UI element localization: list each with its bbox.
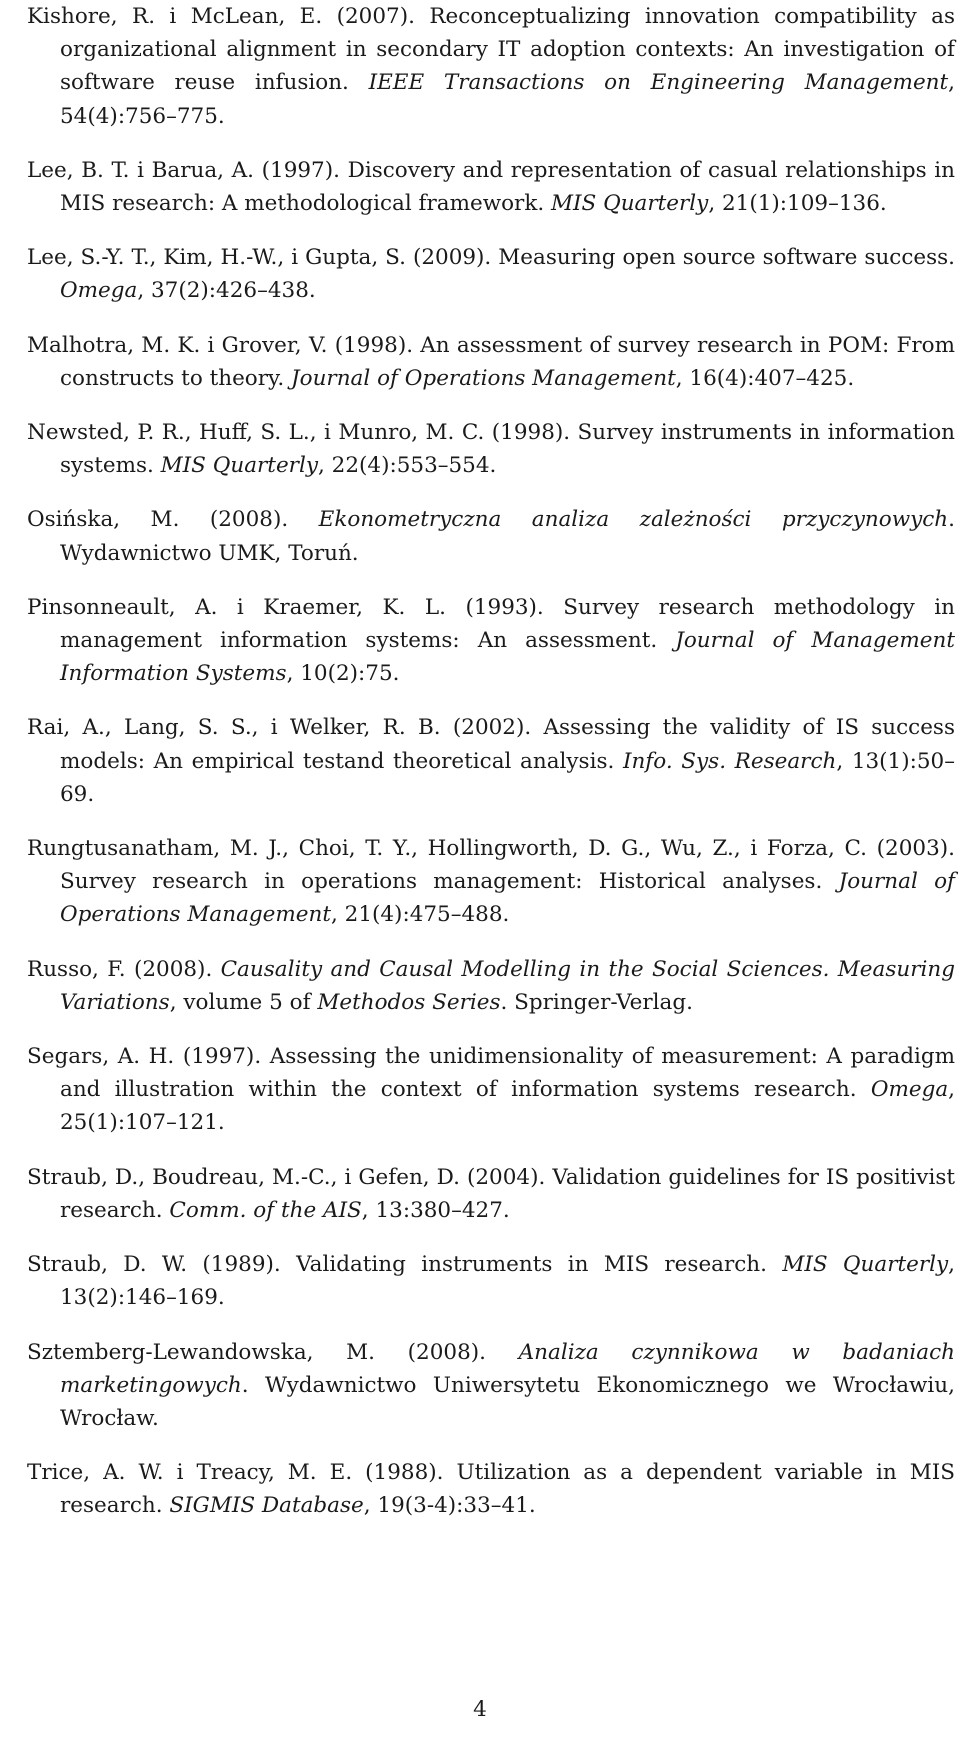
reference-text: , 22(4):553–554. [317,453,497,479]
reference-entry [27,154,955,220]
reference-text: , 19(3-4):33–41. [363,1493,536,1519]
reference-title-italic: MIS Quarterly [782,1252,949,1278]
reference-text: . Wydawnictwo Uniwersytetu Ekonomicznego we Wrocławiu, Wrocław. [60,1372,955,1431]
page-number: 4 [473,1697,487,1722]
reference-list [27,0,955,1544]
reference-entry [27,591,955,691]
reference-text: , volume 5 of [169,989,318,1015]
reference-title-italic: Analiza czynnikowa w badaniach marketingowych [60,1339,955,1398]
reference-text: . Wydawnictwo UMK, Toruń. [60,507,955,566]
reference-title-italic: SIGMIS Database [169,1493,364,1519]
reference-title-italic: Journal of Operations Management [60,869,955,928]
reference-text: Osińska, M. (2008). [27,507,319,533]
reference-title-italic: Comm. of the AIS [169,1197,362,1223]
reference-text: . Springer-Verlag. [500,989,693,1015]
reference-title-italic: Info. Sys. Research [622,748,837,774]
reference-title-italic: Journal of Management Information Systems [60,628,955,687]
reference-text: Pinsonneault, A. i Kraemer, K. L. (1993). Survey research methodology in management information systems: An assessment. [27,594,955,654]
reference-title-italic: Ekonometryczna analiza zależności przyczynowych [318,507,949,533]
reference-text: Straub, D. W. (1989). Validating instruments in MIS research. [27,1252,783,1278]
reference-title-italic: Methodos Series [317,989,501,1015]
reference-text: Russo, F. (2008). [27,956,221,982]
reference-title-italic: Journal of Operations Management [291,365,676,391]
reference-entry [27,1040,955,1140]
reference-text: Straub, D., Boudreau, M.-C., i Gefen, D. (2004). Validation guidelines for IS positivist research. [27,1164,955,1223]
reference-text: , 21(4):475–488. [330,902,510,928]
reference-text: Segars, A. H. (1997). Assessing the unidimensionality of measurement: A paradigm and illustration within the context of information systems research. [27,1044,955,1103]
reference-title-italic: Causality and Causal Modelling in the Social Sciences. Measuring Variations [60,956,955,1015]
reference-entry [27,832,955,932]
reference-text: , 13(1):50–69. [60,748,955,807]
reference-text: , 25(1):107–121. [60,1077,955,1136]
reference-entry [27,416,955,482]
reference-title-italic: IEEE Transactions on Engineering Management [368,70,949,96]
reference-entry [27,241,955,307]
reference-entry [27,711,955,811]
reference-text: Lee, B. T. i Barua, A. (1997). Discovery and representation of casual relationships in MIS research: A methodological framework. [27,157,955,217]
reference-title-italic: Omega [60,278,138,304]
reference-text: , 54(4):756–775. [60,70,956,129]
reference-text: Rai, A., Lang, S. S., i Welker, R. B. (2002). Assessing the validity of IS success models: An empirical testand theoretical analysis. [27,715,955,774]
reference-entry [27,1336,955,1436]
reference-text: , 13:380–427. [361,1197,510,1223]
reference-text: , 21(1):109–136. [708,191,887,217]
reference-text: , 37(2):426–438. [137,278,316,304]
reference-entry [27,1161,955,1227]
reference-entry [27,953,955,1019]
reference-entry [27,1456,955,1522]
reference-entry [27,503,955,569]
reference-title-italic: MIS Quarterly [160,453,318,479]
reference-entry [27,0,955,133]
reference-text: Lee, S.-Y. T., Kim, H.-W., i Gupta, S. (2009). Measuring open source software success. [27,245,955,271]
reference-text: Sztemberg-Lewandowska, M. (2008). [27,1339,519,1365]
reference-text: , 13(2):146–169. [60,1252,955,1311]
reference-entry [27,1248,955,1314]
reference-text: Rungtusanatham, M. J., Choi, T. Y., Hollingworth, D. G., Wu, Z., i Forza, C. (2003). Survey research in operations management: Historical analyses. [27,836,955,895]
reference-text: , 16(4):407–425. [675,365,855,391]
reference-text: Malhotra, M. K. i Grover, V. (1998). An assessment of survey research in POM: From constructs to theory. [27,332,955,391]
reference-text: Kishore, R. i McLean, E. (2007). Reconceptualizing innovation compatibility as organizational alignment in secondary IT adoption contexts: An investigation of software reuse infusion. [27,4,955,96]
reference-title-italic: MIS Quarterly [551,191,709,217]
reference-title-italic: Omega [870,1077,949,1103]
reference-text: , 10(2):75. [286,661,400,687]
reference-text: Newsted, P. R., Huff, S. L., i Munro, M. C. (1998). Survey instruments in information systems. [27,420,955,479]
reference-entry [27,329,955,395]
reference-text: Trice, A. W. i Treacy, M. E. (1988). Utilization as a dependent variable in MIS research. [27,1460,955,1519]
